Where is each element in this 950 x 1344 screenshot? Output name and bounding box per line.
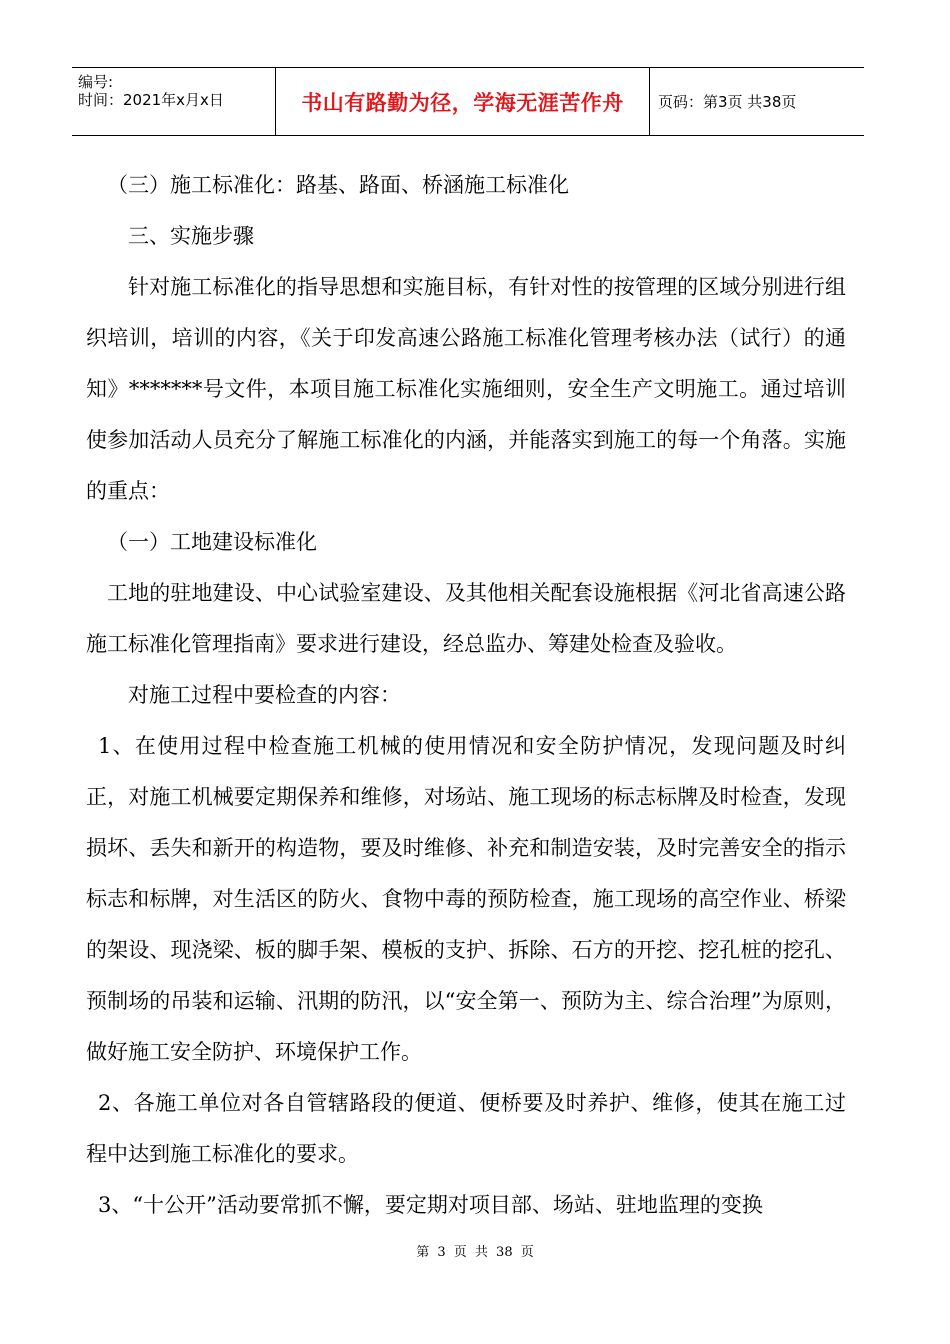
body-paragraph: 针对施工标准化的指导思想和实施目标，有针对性的按管理的区域分别进行组织培训，培训的内容，《关于印发高速公路施工标准化管理考核办法（试行）的通知》*******号文件，本项目施工标准化实施细则，安全生产文明施工。通过培训使参加活动人员充分了解施工标准化的内涵，并能落实到施工的每一个角落。实施的重点： bbox=[86, 275, 846, 503]
header-motto-cell bbox=[275, 68, 650, 135]
header-motto: 书山有路勤为径，学海无涯苦作舟 bbox=[301, 90, 624, 115]
chapter-heading-implementation: 三、实施步骤 bbox=[128, 224, 254, 248]
document-time-label: 时间：2021年x月x日 bbox=[78, 91, 224, 109]
document-body bbox=[86, 160, 846, 1231]
header-right-cell bbox=[650, 68, 864, 135]
body-paragraph: 工地的驻地建设、中心试验室建设、及其他相关配套设施根据《河北省高速公路施工标准化管理指南》要求进行建设，经总监办、筹建处检查及验收。 bbox=[86, 581, 846, 656]
page-footer: 第 3 页 共 38 页 bbox=[416, 1245, 534, 1260]
header-left-cell bbox=[72, 68, 275, 135]
list-item-3: 3、“十公开”活动要常抓不懈，要定期对项目部、场站、驻地监理的变换 bbox=[98, 1193, 763, 1217]
list-item-2: 2、各施工单位对各自管辖路段的便道、便桥要及时养护、维修，使其在施工过程中达到施工标准化的要求。 bbox=[86, 1091, 846, 1166]
list-item-1: 1、在使用过程中检查施工机械的使用情况和安全防护情况，发现问题及时纠正，对施工机械要定期保养和维修，对场站、施工现场的标志标牌及时检查，发现损坏、丢失和新开的构造物，要及时维修、补充和制造安装，及时完善安全的指示标志和标牌，对生活区的防火、食物中毒的预防检查，施工现场的高空作业、桥梁的架设、现浇梁、板的脚手架、模板的支护、拆除、石方的开挖、挖孔桩的挖孔、预制场的吊装和运输、汛期的防汛，以“安全第一、预防为主、综合治理”为原则，做好施工安全防护、环境保护工作。 bbox=[86, 734, 846, 1064]
header-page-code: 页码：第3页 共38页 bbox=[658, 93, 797, 111]
page-header bbox=[72, 67, 864, 136]
section-heading-3: （三）施工标准化：路基、路面、桥涵施工标准化 bbox=[107, 173, 569, 197]
body-paragraph: 对施工过程中要检查的内容： bbox=[128, 683, 401, 707]
section-heading-1: （一）工地建设标准化 bbox=[107, 530, 317, 554]
document-number-label: 编号: bbox=[78, 73, 114, 91]
